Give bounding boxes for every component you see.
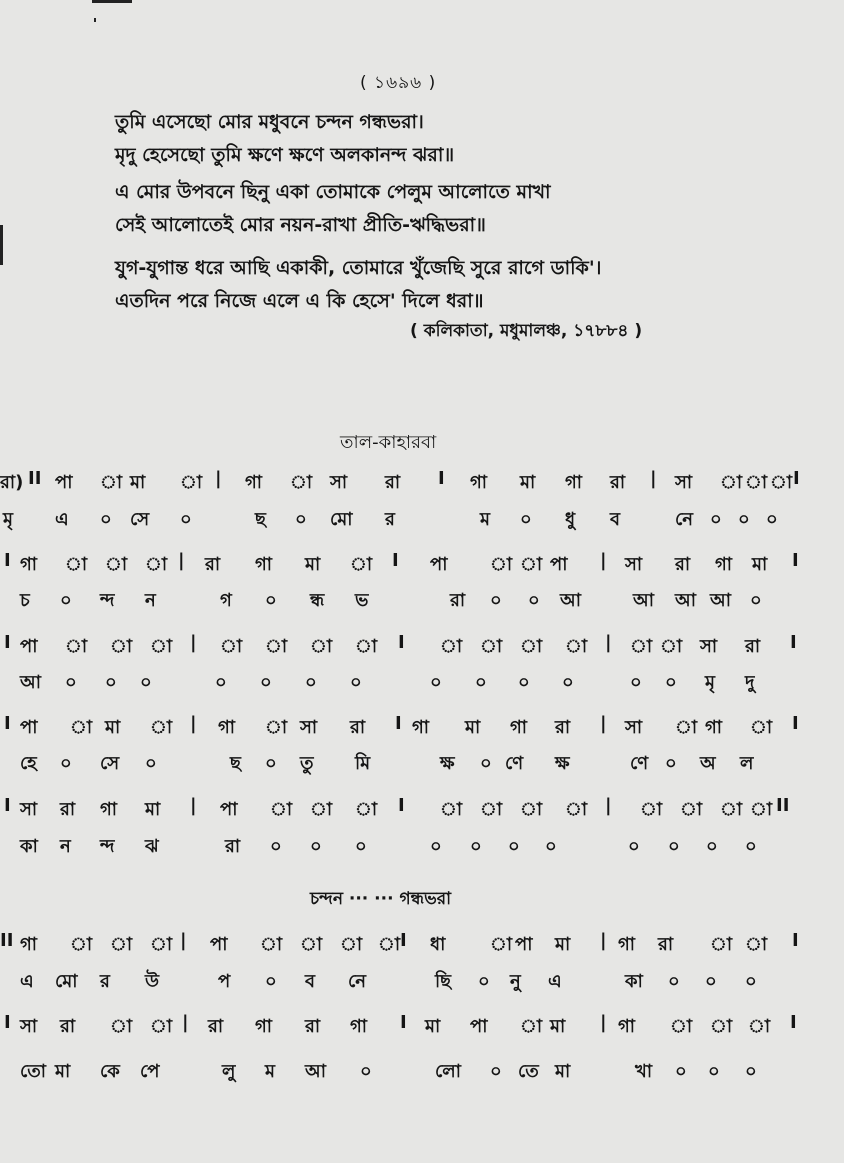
swara-note: া <box>100 472 123 493</box>
swara-note: রা <box>385 472 401 493</box>
swara-note: রা <box>350 717 366 738</box>
lyric-syllable: ছি <box>435 971 452 992</box>
lyric-syllable: ০ <box>145 753 157 774</box>
swara-note: সা <box>700 636 718 657</box>
bar-line: II <box>0 930 14 951</box>
swara-note: গা <box>350 1016 368 1037</box>
lyric-syllable: ছ <box>230 753 241 774</box>
lyric-syllable: ০ <box>490 1061 502 1082</box>
lyric-syllable: দু <box>745 672 755 693</box>
poem-attribution: ( কলিকাতা, মধুমালঞ্চ, ১৭৮৮৪ ) <box>410 321 643 341</box>
bar-line: I <box>793 468 800 489</box>
taal-heading: তাল-কাহারবা <box>340 432 437 453</box>
lyric-syllable: নে <box>675 509 694 530</box>
swara-row <box>0 550 844 576</box>
swara-note: গা <box>100 799 118 820</box>
swara-note: া <box>150 934 173 955</box>
swara-note: া <box>110 636 133 657</box>
swara-note: গা <box>715 554 733 575</box>
lyric-syllable: র <box>100 971 110 992</box>
lyric-syllable: ০ <box>60 590 72 611</box>
lyric-syllable: সে <box>100 753 120 774</box>
swara-note: মা <box>145 799 161 820</box>
lyric-syllable: চ <box>20 590 30 611</box>
lyric-syllable: কা <box>625 971 643 992</box>
bar-line: I <box>398 632 405 653</box>
swara-note: সা <box>625 717 643 738</box>
swara-note: া <box>65 636 88 657</box>
swara-note: সা <box>20 799 38 820</box>
bar-line: | <box>600 1012 607 1033</box>
swara-note: মা <box>520 472 536 493</box>
swara-row <box>0 1012 844 1038</box>
swara-note: সা <box>625 554 643 575</box>
lyric-syllable: ০ <box>260 672 272 693</box>
lyric-syllable: ০ <box>490 590 502 611</box>
swara-note: া <box>150 636 173 657</box>
lyric-syllable: ০ <box>630 672 642 693</box>
swara-note: া <box>440 636 463 657</box>
swara-note: া <box>355 799 378 820</box>
lyric-syllable: কে <box>100 1061 120 1082</box>
swara-note: মা <box>752 554 768 575</box>
swara-note: া <box>520 554 543 575</box>
swara-note: পা <box>470 1016 488 1037</box>
lyric-syllable: ০ <box>665 672 677 693</box>
swara-note: রা <box>675 554 691 575</box>
swara-note: গা <box>618 1016 636 1037</box>
lyric-syllable: ০ <box>710 509 722 530</box>
swara-note: গা <box>705 717 723 738</box>
swara-note: গা <box>565 472 583 493</box>
swara-note: া <box>270 799 293 820</box>
lyric-syllable: তু <box>300 753 314 774</box>
swara-note: মা <box>425 1016 441 1037</box>
bar-line: I <box>392 550 399 571</box>
bar-line: I <box>4 713 11 734</box>
swara-note: া <box>300 934 323 955</box>
bar-line: | <box>190 632 197 653</box>
lyric-syllable: প <box>218 971 231 992</box>
lyric-syllable: আ <box>305 1061 326 1082</box>
swara-note: গা <box>20 934 38 955</box>
swara-note: া <box>150 717 173 738</box>
lyric-syllable: ব <box>305 971 316 992</box>
lyric-syllable: ০ <box>430 836 442 857</box>
swara-note: পা <box>550 554 568 575</box>
lyric-syllable: ০ <box>140 672 152 693</box>
lyric-row <box>0 1057 844 1083</box>
lyric-syllable: ন্ধ <box>310 590 325 611</box>
swara-row <box>0 795 844 821</box>
poem-line: এ মোর উপবনে ছিনু একা তোমাকে পেলুম আলোতে মাখা <box>115 181 551 203</box>
bar-line: | <box>190 713 197 734</box>
lyric-syllable: ণে <box>630 753 649 774</box>
lyric-syllable: ০ <box>265 971 277 992</box>
lyric-syllable: আ <box>20 672 41 693</box>
lyric-syllable: তো <box>20 1061 47 1082</box>
lyric-syllable: ম <box>480 509 490 530</box>
swara-note: সা <box>330 472 348 493</box>
swara-note: া <box>675 717 698 738</box>
bar-line: | <box>190 795 197 816</box>
bar-line: I <box>790 632 797 653</box>
swara-note: মা <box>555 934 571 955</box>
lyric-syllable: ০ <box>478 971 490 992</box>
bar-line: I <box>792 550 799 571</box>
swara-row <box>0 632 844 658</box>
swara-note: পা <box>20 636 38 657</box>
swara-note: া <box>440 799 463 820</box>
swara-note: া <box>480 799 503 820</box>
lyric-syllable: মা <box>55 1061 71 1082</box>
bar-line: I <box>792 930 799 951</box>
lyric-syllable: তে <box>518 1061 539 1082</box>
swara-note: া <box>670 1016 693 1037</box>
lyric-syllable: ০ <box>350 672 362 693</box>
bar-line: I <box>4 632 11 653</box>
bar-line: | <box>605 632 612 653</box>
lyric-syllable: ক্ষ <box>555 753 570 774</box>
lyric-syllable: ০ <box>310 836 322 857</box>
lyric-syllable: মো <box>330 509 353 530</box>
swara-note: রা <box>555 717 571 738</box>
lyric-syllable: ০ <box>520 509 532 530</box>
song-number: ( ১৬৯৬ ) <box>360 73 437 93</box>
swara-note: া <box>680 799 703 820</box>
scan-edge <box>0 225 3 265</box>
swara-note: া <box>265 636 288 657</box>
swara-note: া <box>720 472 743 493</box>
swara-note: া <box>350 554 373 575</box>
swara-note: সা <box>20 1016 38 1037</box>
lyric-syllable: র <box>385 509 395 530</box>
lyric-syllable: আ <box>560 590 581 611</box>
swara-note: গা <box>20 554 38 575</box>
swara-note: া <box>750 799 773 820</box>
swara-note: া <box>520 636 543 657</box>
bar-line: | <box>600 713 607 734</box>
lyric-syllable: মৃ <box>3 509 13 530</box>
swara-note: গা <box>510 717 528 738</box>
swara-note: রা <box>205 554 221 575</box>
lyric-syllable: এ <box>20 971 34 992</box>
lyric-syllable: উ <box>145 971 160 992</box>
lyric-syllable: ০ <box>738 509 750 530</box>
poem-line: সেই আলোতেই মোর নয়ন-রাখা প্রীতি-ঋদ্ধিভরা॥ <box>115 214 486 236</box>
swara-note: া <box>630 636 653 657</box>
swara-note: পা <box>430 554 448 575</box>
swara-note: া <box>145 554 168 575</box>
lyric-syllable: ০ <box>745 1061 757 1082</box>
lyric-syllable: মো <box>55 971 78 992</box>
swara-note: া <box>265 717 288 738</box>
swara-note: পা <box>210 934 228 955</box>
swara-note: া <box>745 472 768 493</box>
lyric-syllable: লু <box>222 1061 236 1082</box>
swara-note: া <box>480 636 503 657</box>
swara-note: া <box>565 636 588 657</box>
lyric-syllable: ০ <box>628 836 640 857</box>
lyric-syllable: ০ <box>665 753 677 774</box>
lyric-syllable: ন্দ <box>100 836 115 857</box>
bar-line: I <box>790 1012 797 1033</box>
lyric-syllable: ০ <box>480 753 492 774</box>
swara-note: া <box>770 472 793 493</box>
lyric-syllable: কা <box>20 836 38 857</box>
lyric-syllable: সে <box>130 509 150 530</box>
swara-note: সা <box>675 472 693 493</box>
swara-note: া <box>110 1016 133 1037</box>
lyric-syllable: এ <box>55 509 69 530</box>
bar-line: | <box>180 930 187 951</box>
bar-line: | <box>600 550 607 571</box>
lyric-syllable: ০ <box>360 1061 372 1082</box>
lyric-syllable: ০ <box>60 753 72 774</box>
swara-note: গা <box>618 934 636 955</box>
lyric-syllable: অ <box>700 753 716 774</box>
swara-note: পা <box>515 934 533 955</box>
swara-note: রা <box>610 472 626 493</box>
swara-note: রা) <box>0 472 24 493</box>
lyric-syllable: ০ <box>562 672 574 693</box>
swara-row <box>0 930 844 956</box>
swara-note: মা <box>305 554 321 575</box>
swara-note: মা <box>130 472 146 493</box>
poem-line: তুমি এসেছো মোর মধুবনে চন্দন গন্ধভরা। <box>115 111 424 133</box>
lyric-syllable: রা <box>225 836 241 857</box>
bar-line: | <box>178 550 185 571</box>
swara-note: া <box>520 1016 543 1037</box>
lyric-syllable: ০ <box>475 672 487 693</box>
lyric-row <box>0 967 844 993</box>
swara-note: রা <box>60 799 76 820</box>
poem-line: মৃদু হেসেছো তুমি ক্ষণে ক্ষণে অলকানন্দ ঝরা॥ <box>115 144 455 166</box>
bar-line: | <box>182 1012 189 1033</box>
swara-note: া <box>520 799 543 820</box>
lyric-syllable: ০ <box>745 971 757 992</box>
lyric-syllable: ০ <box>270 836 282 857</box>
lyric-syllable: ০ <box>100 509 112 530</box>
lyric-syllable: ০ <box>215 672 227 693</box>
bar-line: I <box>4 550 11 571</box>
swara-note: গা <box>245 472 263 493</box>
swara-note: া <box>745 934 768 955</box>
swara-note: া <box>660 636 683 657</box>
lyric-syllable: আ <box>675 590 696 611</box>
lyric-syllable: ০ <box>518 672 530 693</box>
swara-note: রা <box>305 1016 321 1037</box>
swara-note: া <box>70 717 93 738</box>
swara-note: া <box>720 799 743 820</box>
swara-note: া <box>310 799 333 820</box>
lyric-syllable: ০ <box>545 836 557 857</box>
lyric-syllable: ন <box>145 590 156 611</box>
lyric-syllable: ব <box>610 509 621 530</box>
lyric-syllable: মা <box>555 1061 571 1082</box>
swara-note: রা <box>208 1016 224 1037</box>
lyric-syllable: ছ <box>255 509 266 530</box>
lyric-syllable: ০ <box>430 672 442 693</box>
lyric-syllable: ০ <box>706 836 718 857</box>
lyric-syllable: ধু <box>565 509 576 530</box>
lyric-syllable: ০ <box>265 590 277 611</box>
lyric-row <box>0 832 844 858</box>
swara-note: পা <box>55 472 73 493</box>
lyric-syllable: ০ <box>705 971 717 992</box>
lyric-row <box>0 586 844 612</box>
lyric-syllable: ণে <box>505 753 524 774</box>
lyric-syllable: আ <box>710 590 731 611</box>
bar-line: | <box>650 468 657 489</box>
lyric-syllable: ০ <box>265 753 277 774</box>
lyric-syllable: রা <box>450 590 466 611</box>
bar-line: II <box>776 795 790 816</box>
bar-line: | <box>600 930 607 951</box>
swara-note: রা <box>60 1016 76 1037</box>
swara-note: রা <box>658 934 674 955</box>
swara-note: া <box>110 934 133 955</box>
bar-line: I <box>4 795 11 816</box>
bar-line: I <box>395 713 402 734</box>
lyric-syllable: ০ <box>766 509 778 530</box>
lyric-syllable: ক্ষ <box>440 753 455 774</box>
lyric-syllable: ঝ <box>145 836 159 857</box>
swara-note: গা <box>412 717 430 738</box>
lyric-syllable: ০ <box>508 836 520 857</box>
swara-note: া <box>565 799 588 820</box>
lyric-syllable: নে <box>348 971 367 992</box>
lyric-syllable: হে <box>20 753 37 774</box>
swara-note: া <box>180 472 203 493</box>
lyric-row <box>0 668 844 694</box>
bar-line: I <box>400 1012 407 1033</box>
swara-note: মা <box>550 1016 566 1037</box>
lyric-syllable: ০ <box>295 509 307 530</box>
lyric-syllable: লো <box>435 1061 461 1082</box>
lyric-syllable: ০ <box>355 836 367 857</box>
swara-note: া <box>355 636 378 657</box>
swara-note: া <box>750 717 773 738</box>
swara-note: া <box>490 934 513 955</box>
bar-line: I <box>438 468 445 489</box>
swara-note: ধা <box>430 934 446 955</box>
swara-note: া <box>710 1016 733 1037</box>
lyric-syllable: ভ <box>355 590 369 611</box>
swara-note: া <box>150 1016 173 1037</box>
swara-row <box>0 468 844 494</box>
lyric-syllable: ল <box>740 753 754 774</box>
lyric-syllable: ০ <box>305 672 317 693</box>
lyric-syllable: ০ <box>65 672 77 693</box>
bar-line: | <box>605 795 612 816</box>
lyric-syllable: আ <box>633 590 654 611</box>
poem-line: এতদিন পরে নিজে এলে এ কি হেসে' দিলে ধরা॥ <box>115 290 484 312</box>
lyric-syllable: ন <box>60 836 71 857</box>
swara-note: গা <box>470 472 488 493</box>
swara-note: া <box>640 799 663 820</box>
swara-note: া <box>710 934 733 955</box>
swara-note: গা <box>255 554 273 575</box>
lyric-syllable: মৃ <box>705 672 715 693</box>
scan-mark <box>92 0 132 3</box>
lyric-syllable: ম <box>265 1061 275 1082</box>
lyric-syllable: ০ <box>528 590 540 611</box>
lyric-syllable: ০ <box>668 971 680 992</box>
lyric-syllable: ০ <box>180 509 192 530</box>
swara-note: া <box>310 636 333 657</box>
bar-line: I <box>398 795 405 816</box>
swara-note: গা <box>255 1016 273 1037</box>
swara-note: া <box>105 554 128 575</box>
swara-note: পা <box>20 717 38 738</box>
lyric-syllable: ০ <box>750 590 762 611</box>
swara-note: া <box>490 554 513 575</box>
lyric-syllable: পে <box>140 1061 160 1082</box>
swara-note: া <box>65 554 88 575</box>
lyric-syllable: গ <box>220 590 232 611</box>
lyric-syllable: ০ <box>470 836 482 857</box>
bar-line: I <box>4 1012 11 1033</box>
lyric-row <box>0 505 844 531</box>
swara-note: সা <box>300 717 318 738</box>
lyric-syllable: ন্দ <box>100 590 115 611</box>
lyric-syllable: নু <box>510 971 521 992</box>
lyric-syllable: এ <box>548 971 562 992</box>
swara-note: পা <box>220 799 238 820</box>
lyric-syllable: মি <box>355 753 371 774</box>
bar-line: I <box>400 930 407 951</box>
lyric-syllable: ০ <box>668 836 680 857</box>
swara-note: া <box>70 934 93 955</box>
swara-note: া <box>378 934 401 955</box>
bar-line: | <box>215 468 222 489</box>
lyric-syllable: ০ <box>708 1061 720 1082</box>
swara-note: া <box>340 934 363 955</box>
lyric-syllable: খা <box>635 1061 653 1082</box>
swara-note: রা <box>745 636 761 657</box>
poem-line: যুগ-যুগান্ত ধরে আছি একাকী, তোমারে খুঁজেছি সুরে রাগে ডাকি'। <box>115 257 602 279</box>
bar-line: II <box>28 468 42 489</box>
swara-note: গা <box>218 717 236 738</box>
swara-row <box>0 713 844 739</box>
lyric-syllable: ০ <box>675 1061 687 1082</box>
swara-note: মা <box>105 717 121 738</box>
lyric-row <box>0 749 844 775</box>
refrain-marker: চন্দন ··· ··· গন্ধভরা <box>310 889 452 909</box>
bar-line: I <box>792 713 799 734</box>
swara-note: া <box>290 472 313 493</box>
lyric-syllable: ০ <box>745 836 757 857</box>
swara-note: মা <box>465 717 481 738</box>
lyric-syllable: ০ <box>105 672 117 693</box>
swara-note: া <box>748 1016 771 1037</box>
scan-mark <box>94 18 96 22</box>
swara-note: া <box>260 934 283 955</box>
swara-note: া <box>220 636 243 657</box>
